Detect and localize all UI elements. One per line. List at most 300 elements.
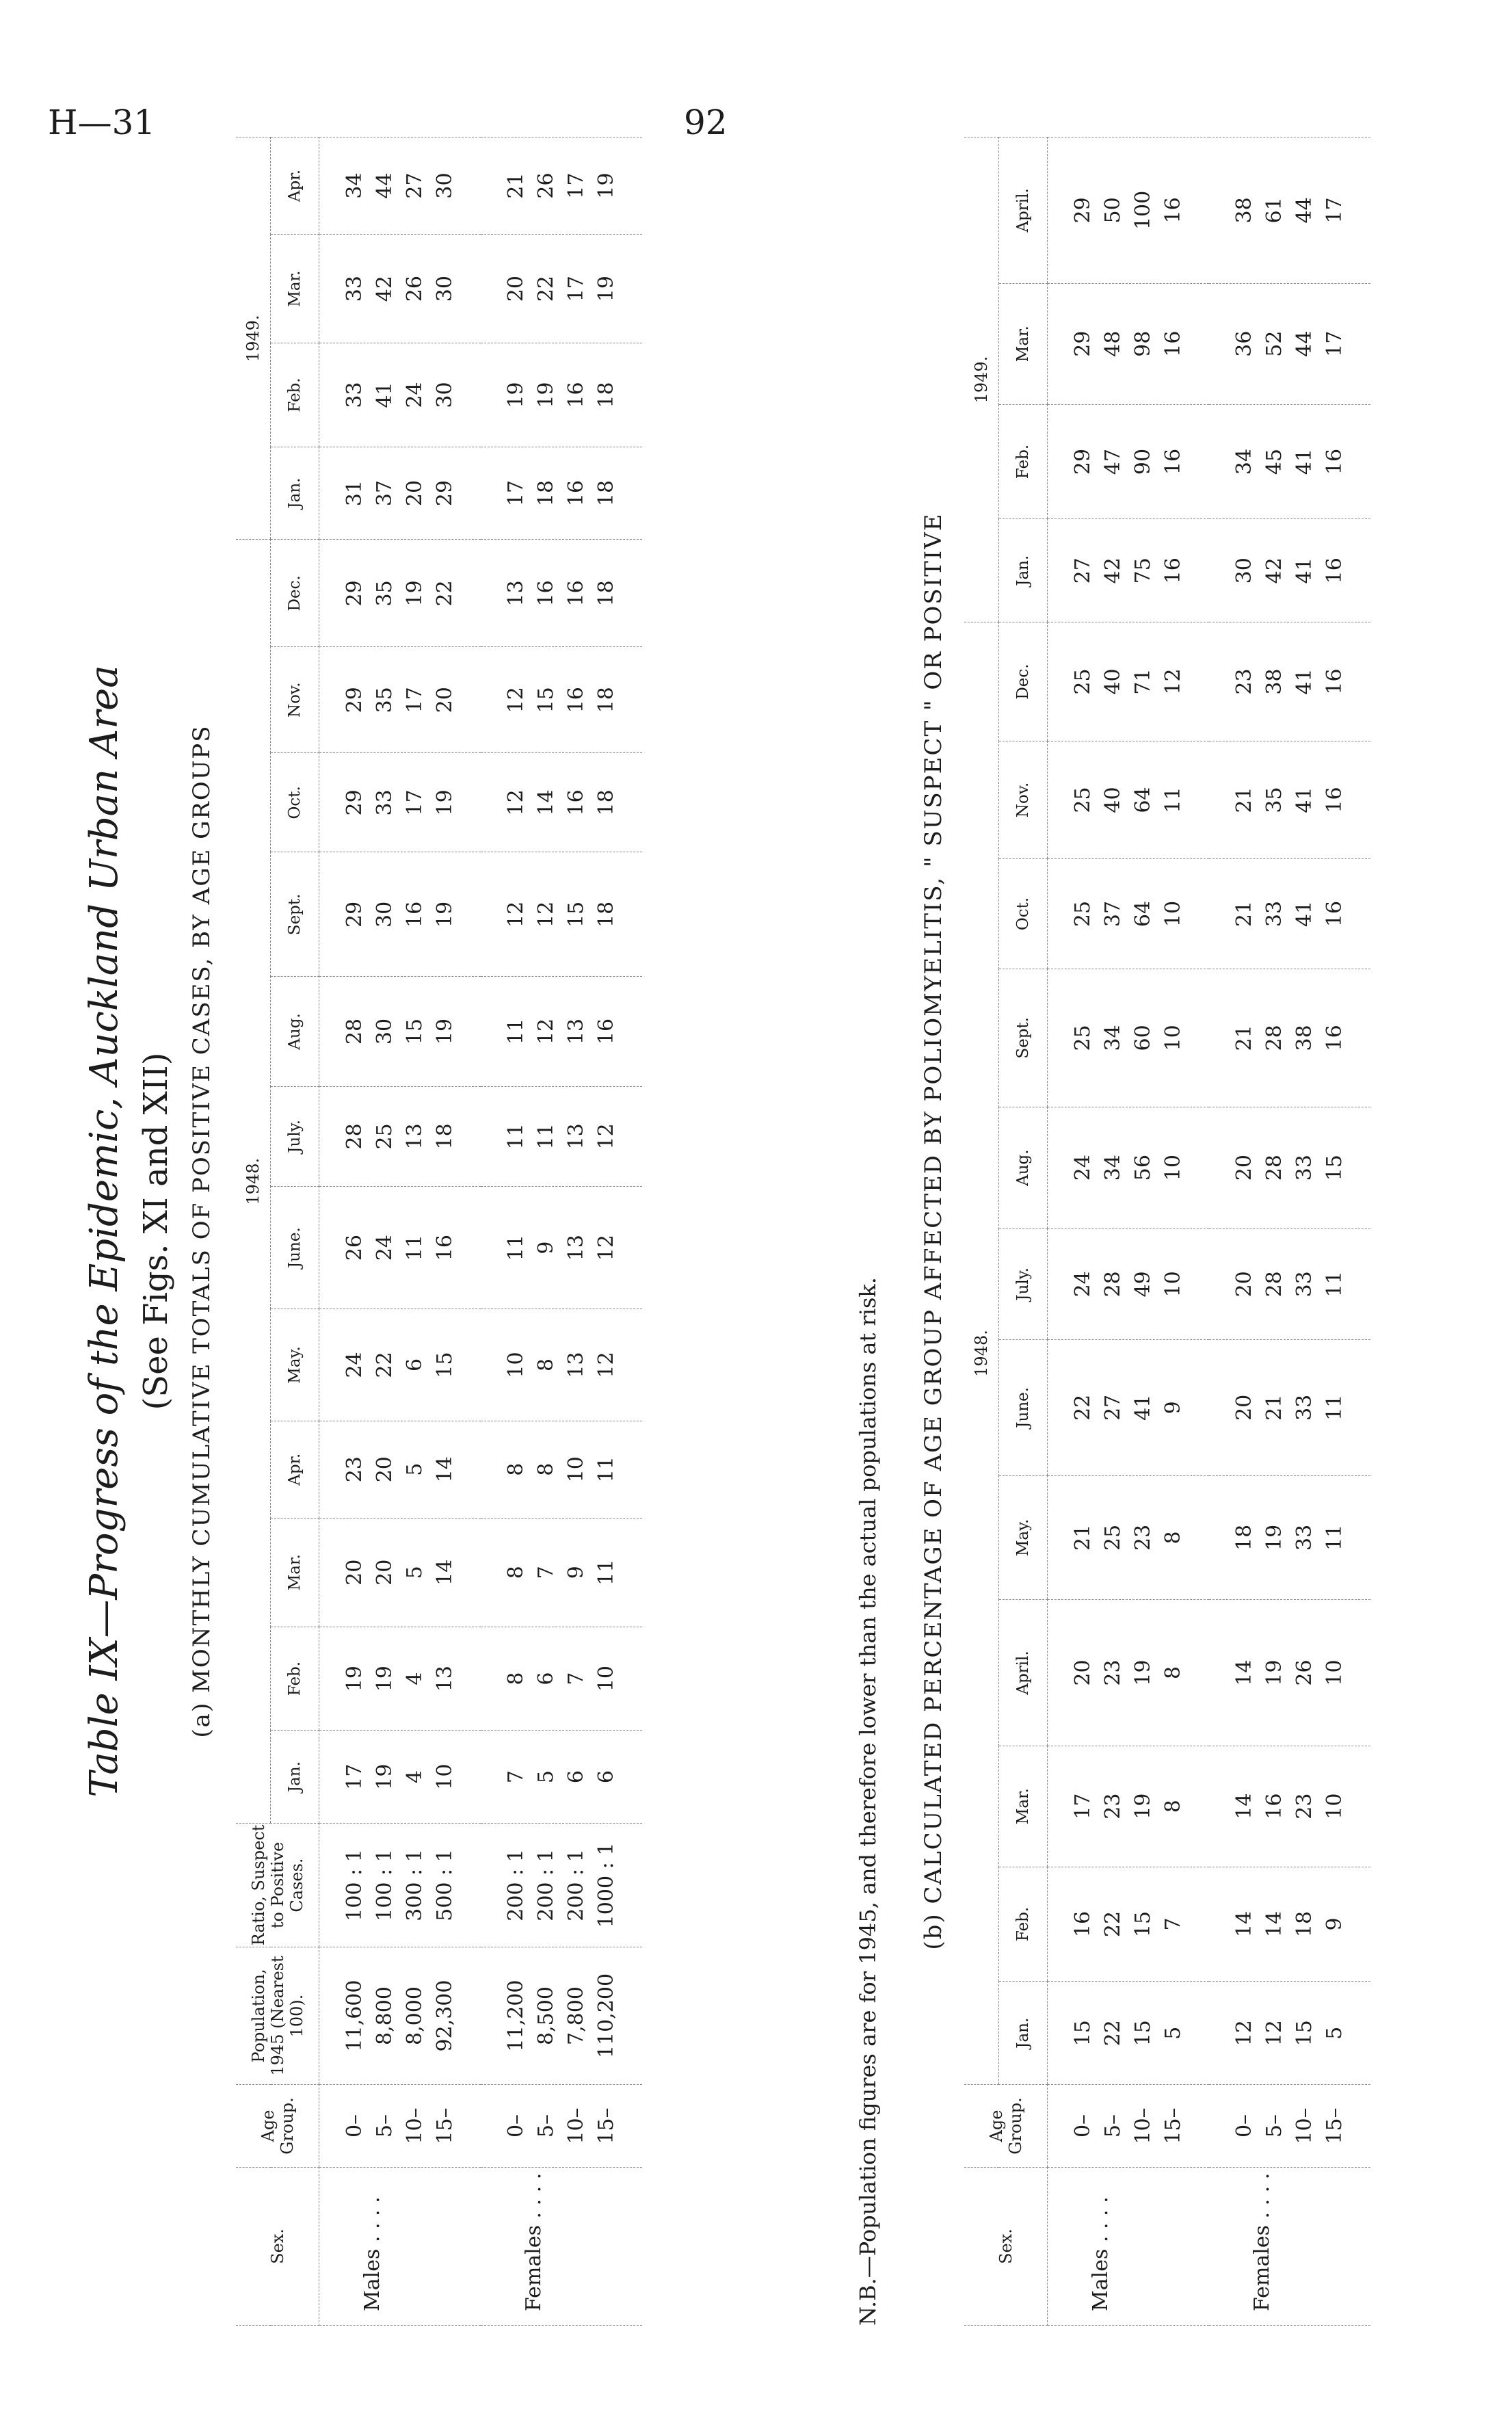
- header-month: Aug.: [999, 1107, 1048, 1228]
- data-value: 16: [564, 382, 588, 408]
- age-group-cell-value: 10–: [1292, 2107, 1316, 2144]
- data-value: 34: [1101, 1155, 1125, 1181]
- data-value: 12: [594, 1352, 618, 1378]
- month-column-cell: [1048, 622, 1210, 741]
- data-value: 13: [564, 1018, 588, 1045]
- data-value: 23: [1101, 1793, 1125, 1819]
- data-value: 9: [534, 1241, 558, 1254]
- data-value: 19: [1262, 1659, 1286, 1686]
- footnote: N.B.—Population figures are for 1945, and therefore lower than the actual populations at risk.: [855, 1277, 881, 2326]
- header-month: Nov.: [271, 647, 319, 753]
- month-column-cell: [481, 1086, 642, 1186]
- data-value: 20: [504, 276, 528, 302]
- month-column-cell: [1209, 1228, 1370, 1339]
- data-value: 16: [1161, 197, 1185, 224]
- month-column-cell: [1048, 1982, 1210, 2085]
- data-value: 19: [373, 1763, 397, 1790]
- data-value: 33: [1262, 900, 1286, 928]
- data-value: 16: [1323, 668, 1347, 695]
- age-group-cell-value: 10–: [564, 2107, 588, 2144]
- age-group-cell-value: 0–: [1071, 2114, 1095, 2138]
- data-value: 26: [343, 1235, 367, 1261]
- data-value: 33: [1292, 1271, 1316, 1298]
- age-group-cell-value: 5–: [1101, 2114, 1125, 2138]
- data-value: 8: [504, 1462, 528, 1476]
- header-month: Nov.: [999, 741, 1048, 859]
- table-row: [1048, 137, 1210, 2326]
- sex-label: Males . . . .: [1048, 2168, 1210, 2326]
- data-value: 17: [1323, 330, 1347, 357]
- data-value: 16: [1323, 557, 1347, 584]
- month-column-cell: [1048, 1746, 1210, 1867]
- data-value: 9: [1161, 1401, 1185, 1415]
- age-group-cell-value: 10–: [1131, 2107, 1155, 2144]
- table-row: [1209, 137, 1370, 2326]
- data-value: 5: [1161, 2026, 1185, 2040]
- data-value: 17: [403, 789, 427, 816]
- month-column-cell: [1048, 404, 1210, 519]
- data-value: 33: [1292, 1155, 1316, 1181]
- month-column-cell: [1209, 622, 1370, 741]
- data-value: 26: [534, 172, 558, 199]
- age-group-cell-value: 0–: [504, 2114, 528, 2138]
- month-column-cell: [319, 1518, 481, 1627]
- data-value: 40: [1101, 668, 1125, 695]
- data-value: 10: [1161, 1025, 1185, 1051]
- data-value: 29: [1071, 197, 1095, 224]
- data-value: 41: [373, 382, 397, 408]
- data-value: 10: [1161, 1271, 1185, 1298]
- data-value: 16: [534, 580, 558, 607]
- data-value: 19: [433, 901, 457, 928]
- data-value: 75: [1131, 557, 1155, 584]
- month-column-cell: [481, 540, 642, 647]
- month-column-cell: [1048, 1107, 1210, 1228]
- data-value: 18: [594, 382, 618, 408]
- data-value: 16: [1323, 448, 1347, 475]
- data-value: 24: [343, 1352, 367, 1378]
- population-cell: [319, 1947, 481, 2085]
- month-column-cell: [1048, 1339, 1210, 1475]
- data-value: 27: [403, 172, 427, 199]
- data-value: 28: [1262, 1025, 1286, 1051]
- header-age-group: Age Group.: [964, 2085, 1048, 2168]
- data-value: 16: [564, 687, 588, 713]
- data-value: 30: [433, 382, 457, 408]
- table-b: [964, 137, 1370, 2326]
- data-value: 64: [1131, 787, 1155, 813]
- sex-label: Females . . . .: [1209, 2168, 1370, 2326]
- population-cell: [481, 1947, 642, 2085]
- age-group-cell-value: 0–: [343, 2114, 367, 2138]
- data-value: 14: [1232, 1910, 1256, 1938]
- data-value: 8: [1161, 1800, 1185, 1813]
- data-value: 28: [343, 1018, 367, 1045]
- age-group-cell-value: 5–: [534, 2114, 558, 2138]
- data-value: 5: [1323, 2026, 1347, 2040]
- header-month: June.: [271, 1187, 319, 1309]
- data-value: 13: [433, 1665, 457, 1692]
- header-month: Mar.: [999, 1746, 1048, 1867]
- data-value: 19: [534, 382, 558, 408]
- month-column-cell: [481, 1627, 642, 1730]
- month-column-cell: [1209, 1475, 1370, 1599]
- data-value: 42: [1101, 557, 1125, 584]
- population-cell-value: 8,000: [403, 1986, 427, 2045]
- data-value: 6: [594, 1770, 618, 1784]
- data-value: 8: [504, 1672, 528, 1685]
- header-month: Jan.: [271, 1731, 319, 1824]
- header-month: June.: [999, 1339, 1048, 1475]
- data-value: 16: [1323, 787, 1347, 813]
- data-value: 34: [343, 172, 367, 199]
- data-value: 52: [1262, 330, 1286, 357]
- month-column-cell: [1209, 1982, 1370, 2085]
- header-month: Apr.: [271, 1421, 319, 1518]
- data-value: 33: [1292, 1394, 1316, 1421]
- data-value: 16: [1071, 1910, 1095, 1938]
- data-value: 28: [1262, 1155, 1286, 1181]
- data-value: 21: [1071, 1524, 1095, 1551]
- data-value: 30: [373, 1018, 397, 1045]
- header-month: Feb.: [999, 1867, 1048, 1982]
- age-group-cell: [1209, 2085, 1370, 2168]
- data-value: 13: [403, 1123, 427, 1150]
- data-value: 14: [534, 789, 558, 816]
- ratio-cell-value: 200 : 1: [534, 1849, 558, 1921]
- header-month: Sept.: [999, 969, 1048, 1107]
- age-group-cell-value: 10–: [403, 2107, 427, 2144]
- data-value: 10: [1161, 1155, 1185, 1181]
- data-value: 28: [1262, 1271, 1286, 1298]
- data-value: 20: [403, 479, 427, 507]
- data-value: 10: [504, 1352, 528, 1378]
- data-value: 22: [534, 276, 558, 302]
- month-column-cell: [1209, 519, 1370, 622]
- ratio-cell-value: 100 : 1: [373, 1849, 397, 1921]
- data-value: 24: [1071, 1271, 1095, 1298]
- data-value: 19: [504, 382, 528, 408]
- data-value: 11: [1161, 787, 1185, 813]
- data-value: 4: [403, 1770, 427, 1784]
- table-subtitle: (See Figs. XI and XII): [137, 1052, 175, 1410]
- data-value: 6: [564, 1770, 588, 1784]
- month-column-cell: [481, 1187, 642, 1309]
- data-value: 17: [1071, 1793, 1095, 1819]
- month-column-cell: [1048, 137, 1210, 284]
- month-column-cell: [319, 1086, 481, 1186]
- data-value: 16: [433, 1235, 457, 1261]
- data-value: 34: [1232, 448, 1256, 475]
- data-value: 12: [1262, 2020, 1286, 2047]
- data-value: 29: [343, 580, 367, 607]
- data-value: 29: [1071, 330, 1095, 357]
- ratio-cell-value: 200 : 1: [504, 1849, 528, 1921]
- data-value: 12: [504, 789, 528, 816]
- data-value: 16: [1323, 900, 1347, 928]
- data-value: 25: [1071, 1025, 1095, 1051]
- data-value: 22: [373, 1352, 397, 1378]
- table-a: [236, 137, 642, 2326]
- data-value: 11: [594, 1559, 618, 1586]
- age-group-cell-value: 15–: [1323, 2107, 1347, 2144]
- month-column-cell: [481, 1731, 642, 1824]
- data-value: 13: [564, 1352, 588, 1378]
- data-value: 12: [594, 1123, 618, 1150]
- data-value: 26: [403, 276, 427, 302]
- data-value: 5: [534, 1770, 558, 1784]
- data-value: 20: [1232, 1271, 1256, 1298]
- header-month: Jan.: [999, 519, 1048, 622]
- data-value: 18: [534, 479, 558, 507]
- data-value: 30: [433, 276, 457, 302]
- age-group-cell: [1048, 2085, 1210, 2168]
- age-group-cell-value: 15–: [594, 2107, 618, 2144]
- data-value: 24: [373, 1235, 397, 1261]
- header-month: July.: [999, 1228, 1048, 1339]
- data-value: 56: [1131, 1155, 1155, 1181]
- data-value: 15: [1071, 2020, 1095, 2047]
- age-group-cell-value: 0–: [1232, 2114, 1256, 2138]
- age-group-cell-value: 15–: [1161, 2107, 1185, 2144]
- data-value: 100: [1131, 190, 1155, 231]
- data-value: 8: [1161, 1666, 1185, 1680]
- header-month: May.: [271, 1309, 319, 1421]
- data-value: 16: [403, 901, 427, 928]
- data-value: 45: [1262, 448, 1286, 475]
- header-year-1948: 1948.: [964, 622, 999, 2085]
- data-value: 16: [1323, 1025, 1347, 1051]
- month-column-cell: [481, 1309, 642, 1421]
- month-column-cell: [1209, 858, 1370, 969]
- data-value: 23: [1131, 1524, 1155, 1551]
- age-group-cell-value: 5–: [1262, 2114, 1286, 2138]
- data-value: 19: [433, 1018, 457, 1045]
- month-column-cell: [319, 977, 481, 1087]
- data-value: 33: [1292, 1524, 1316, 1551]
- data-value: 12: [504, 901, 528, 928]
- age-group-cell: [319, 2085, 481, 2168]
- data-value: 16: [594, 1018, 618, 1045]
- data-value: 27: [1071, 557, 1095, 584]
- data-value: 7: [564, 1672, 588, 1685]
- data-value: 14: [1232, 1793, 1256, 1819]
- header-month: Aug.: [271, 977, 319, 1087]
- data-value: 15: [1131, 1910, 1155, 1938]
- data-value: 25: [1071, 900, 1095, 928]
- data-value: 42: [373, 276, 397, 302]
- ratio-cell-value: 200 : 1: [564, 1849, 588, 1921]
- data-value: 19: [343, 1665, 367, 1692]
- data-value: 13: [504, 580, 528, 607]
- data-value: 44: [373, 172, 397, 199]
- header-month: April.: [999, 137, 1048, 284]
- data-value: 5: [403, 1566, 427, 1579]
- data-value: 25: [1071, 668, 1095, 695]
- data-value: 4: [403, 1672, 427, 1685]
- data-value: 9: [564, 1566, 588, 1579]
- data-value: 16: [564, 789, 588, 816]
- header-sex: Sex.: [236, 2168, 319, 2326]
- data-value: 16: [564, 580, 588, 607]
- month-column-cell: [319, 852, 481, 977]
- ratio-cell-value: 300 : 1: [403, 1849, 427, 1921]
- month-column-cell: [481, 137, 642, 235]
- data-value: 10: [564, 1456, 588, 1483]
- data-value: 10: [1323, 1793, 1347, 1819]
- header-year-1949: 1949.: [964, 137, 999, 622]
- population-cell-value: 11,600: [343, 1980, 367, 2052]
- data-value: 19: [594, 276, 618, 302]
- data-value: 41: [1292, 448, 1316, 475]
- data-value: 18: [594, 479, 618, 507]
- data-value: 23: [1292, 1793, 1316, 1819]
- data-value: 9: [1323, 1917, 1347, 1931]
- data-value: 24: [1071, 1155, 1095, 1181]
- data-value: 24: [403, 382, 427, 408]
- data-value: 10: [1161, 900, 1185, 928]
- data-value: 44: [1292, 197, 1316, 224]
- data-value: 44: [1292, 330, 1316, 357]
- table-title: Table IX—Progress of the Epidemic, Auckland Urban Area: [82, 665, 127, 1798]
- data-value: 11: [534, 1123, 558, 1150]
- month-column-cell: [1209, 1746, 1370, 1867]
- data-value: 18: [594, 901, 618, 928]
- data-value: 98: [1131, 330, 1155, 357]
- header-ratio: Ratio, Suspect to Positive Cases.: [236, 1824, 319, 1947]
- month-column-cell: [1048, 741, 1210, 859]
- data-value: 38: [1292, 1025, 1316, 1051]
- header-month: Sept.: [271, 852, 319, 977]
- sex-label: Females . . . .: [481, 2168, 642, 2326]
- data-value: 28: [1101, 1271, 1125, 1298]
- data-value: 50: [1101, 197, 1125, 224]
- data-value: 21: [1262, 1394, 1286, 1421]
- month-column-cell: [1048, 1867, 1210, 1982]
- data-value: 21: [1232, 1025, 1256, 1051]
- data-value: 22: [433, 580, 457, 607]
- data-value: 8: [534, 1358, 558, 1372]
- data-value: 37: [373, 479, 397, 507]
- data-value: 15: [1131, 2020, 1155, 2047]
- data-value: 15: [1292, 2020, 1316, 2047]
- ratio-cell-value: 1000 : 1: [594, 1842, 618, 1928]
- data-value: 13: [564, 1235, 588, 1261]
- data-value: 12: [594, 1235, 618, 1261]
- data-value: 30: [373, 901, 397, 928]
- month-column-cell: [481, 1518, 642, 1627]
- header-sex: Sex.: [964, 2168, 1048, 2326]
- table-row: [481, 137, 642, 2326]
- data-value: 41: [1131, 1394, 1155, 1421]
- header-month: Feb.: [271, 343, 319, 447]
- data-value: 11: [504, 1123, 528, 1150]
- data-value: 12: [534, 901, 558, 928]
- data-value: 61: [1262, 197, 1286, 224]
- month-column-cell: [1209, 1600, 1370, 1746]
- data-value: 90: [1131, 448, 1155, 475]
- data-value: 10: [1323, 1659, 1347, 1686]
- data-value: 19: [1131, 1793, 1155, 1819]
- data-value: 25: [373, 1123, 397, 1150]
- data-value: 25: [1071, 787, 1095, 813]
- data-value: 34: [1101, 1025, 1125, 1051]
- month-column-cell: [1209, 137, 1370, 284]
- data-value: 36: [1232, 330, 1256, 357]
- data-value: 20: [1232, 1155, 1256, 1181]
- data-value: 17: [403, 687, 427, 713]
- ratio-cell-value: 100 : 1: [343, 1849, 367, 1921]
- data-value: 19: [1262, 1524, 1286, 1551]
- data-value: 18: [1232, 1524, 1256, 1551]
- month-column-cell: [481, 647, 642, 753]
- data-value: 20: [1071, 1659, 1095, 1686]
- month-column-cell: [319, 234, 481, 343]
- month-column-cell: [319, 753, 481, 852]
- header-month: Mar.: [999, 283, 1048, 404]
- month-column-cell: [1048, 283, 1210, 404]
- data-value: 11: [594, 1456, 618, 1483]
- month-column-cell: [481, 447, 642, 540]
- header-month: May.: [999, 1475, 1048, 1599]
- data-value: 40: [1101, 787, 1125, 813]
- month-column-cell: [319, 137, 481, 235]
- data-value: 41: [1292, 557, 1316, 584]
- data-value: 38: [1232, 197, 1256, 224]
- month-column-cell: [1048, 519, 1210, 622]
- header-month: Jan.: [999, 1982, 1048, 2085]
- population-cell-value: 8,800: [373, 1986, 397, 2045]
- header-month: Mar.: [271, 1518, 319, 1627]
- data-value: 42: [1262, 557, 1286, 584]
- data-value: 11: [504, 1235, 528, 1261]
- data-value: 14: [1262, 1910, 1286, 1938]
- header-month: Dec.: [999, 622, 1048, 741]
- data-value: 18: [433, 1123, 457, 1150]
- data-value: 17: [504, 479, 528, 507]
- data-value: 6: [403, 1358, 427, 1372]
- month-column-cell: [481, 343, 642, 447]
- data-value: 22: [1101, 1910, 1125, 1938]
- data-value: 25: [1101, 1524, 1125, 1551]
- data-value: 47: [1101, 448, 1125, 475]
- data-value: 21: [1232, 787, 1256, 813]
- month-column-cell: [319, 343, 481, 447]
- data-value: 20: [1232, 1394, 1256, 1421]
- month-column-cell: [319, 540, 481, 647]
- month-column-cell: [1209, 741, 1370, 859]
- month-column-cell: [481, 1421, 642, 1518]
- data-value: 16: [1161, 330, 1185, 357]
- header-month: Feb.: [999, 404, 1048, 519]
- data-value: 29: [343, 789, 367, 816]
- data-value: 17: [1323, 197, 1347, 224]
- data-value: 41: [1292, 900, 1316, 928]
- data-value: 23: [1101, 1659, 1125, 1686]
- header-month: April.: [999, 1600, 1048, 1746]
- header-population: Population, 1945 (Nearest 100).: [236, 1947, 319, 2085]
- month-column-cell: [1048, 1228, 1210, 1339]
- data-value: 16: [1161, 557, 1185, 584]
- header-month: Oct.: [271, 753, 319, 852]
- data-value: 22: [1071, 1394, 1095, 1421]
- data-value: 22: [1101, 2020, 1125, 2047]
- data-value: 27: [1101, 1394, 1125, 1421]
- month-column-cell: [319, 1421, 481, 1518]
- data-value: 15: [433, 1352, 457, 1378]
- data-value: 19: [1131, 1659, 1155, 1686]
- data-value: 14: [1232, 1659, 1256, 1686]
